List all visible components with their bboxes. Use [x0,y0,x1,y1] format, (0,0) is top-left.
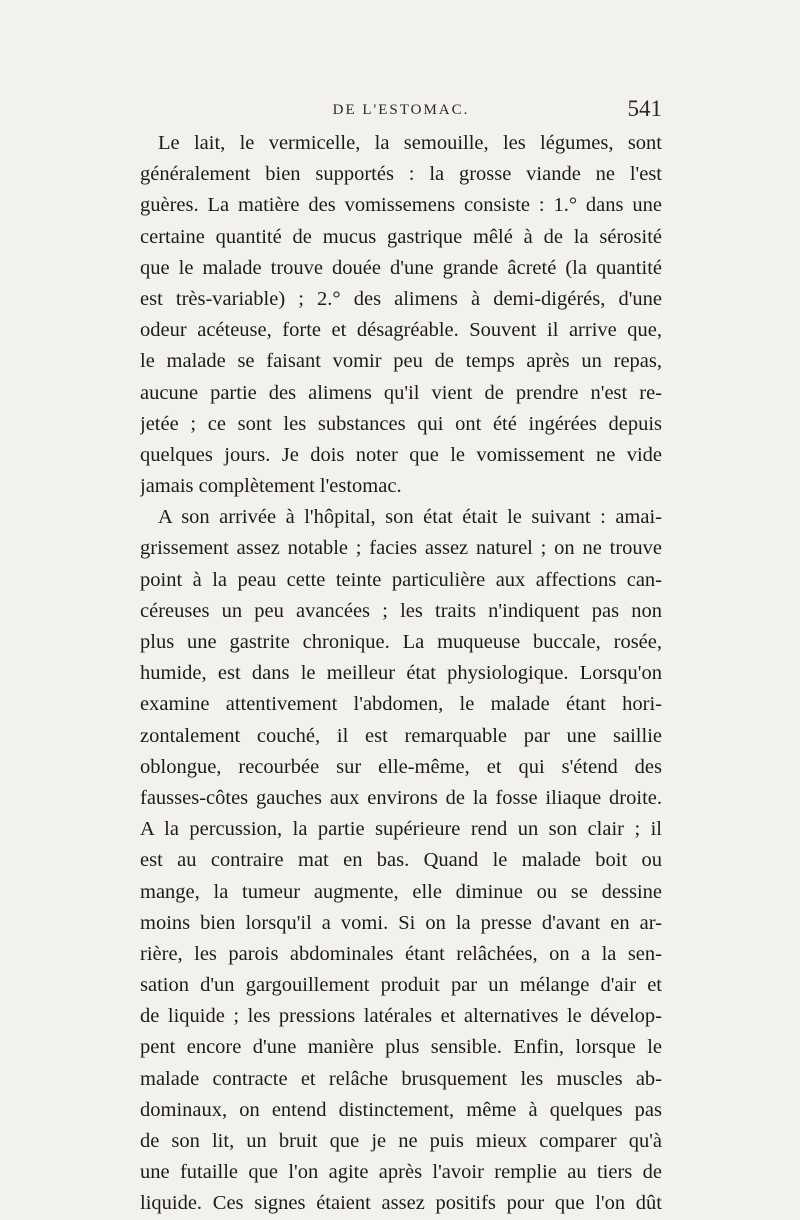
body-text [140,128,662,1220]
text-line: oblongue, recourbée sur elle-même, et qui s'étend des [140,755,662,778]
page-header [140,94,662,124]
text-line: point à la peau cette teinte particulière aux affections can- [140,568,662,591]
text-line: moins bien lorsqu'il a vomi. Si on la presse d'avant en ar- [140,911,662,934]
text-line: zontalement couché, il est remarquable par une saillie [140,724,662,747]
text-line: dominaux, on entend distinctement, même à quelques pas [140,1098,662,1121]
text-line: A son arrivée à l'hôpital, son état était le suivant : amai- [158,506,662,529]
text-line: malade contracte et relâche brusquement les muscles ab- [140,1067,662,1090]
text-line: sation d'un gargouillement produit par un mélange d'air et [140,974,662,997]
text-line: examine attentivement l'abdomen, le malade étant hori- [140,693,662,716]
text-line: liquide. Ces signes étaient assez positifs pour que l'on dût [140,1192,662,1215]
page-number: 541 [627,96,662,121]
text-line: jamais complètement l'estomac. [140,475,402,498]
text-line: pent encore d'une manière plus sensible. Enfin, lorsque le [140,1036,662,1059]
text-line: jetée ; ce sont les substances qui ont été ingérées depuis [140,412,662,435]
running-head: DE L'ESTOMAC. [332,102,470,118]
text-line: de son lit, un bruit que je ne puis mieux comparer qu'à [140,1130,662,1152]
text-line: quelques jours. Je dois noter que le vomissement ne vide [140,443,662,466]
text-line: certaine quantité de mucus gastrique mêlé à de la sérosité [140,225,662,248]
text-line: généralement bien supportés : la grosse viande ne l'est [140,163,662,186]
text-line: guères. La matière des vomissemens consiste : 1.° dans une [140,194,662,217]
text-line: aucune partie des alimens qu'il vient de prendre n'est re- [140,381,662,404]
text-line: céreuses un peu avancées ; les traits n'indiquent pas non [140,599,662,622]
text-line: le malade se faisant vomir peu de temps après un repas, [140,350,662,373]
text-line: A la percussion, la partie supérieure rend un son clair ; il [140,818,662,841]
text-line: que le malade trouve douée d'une grande âcreté (la quantité [140,256,662,279]
text-line: humide, est dans le meilleur état physiologique. Lorsqu'on [140,662,662,685]
text-line: est très-variable) ; 2.° des alimens à demi-digérés, d'une [140,287,662,310]
text-line: plus une gastrite chronique. La muqueuse buccale, rosée, [140,631,662,653]
text-line: grissement assez notable ; facies assez naturel ; on ne trouve [140,537,662,560]
text-line: mange, la tumeur augmente, elle diminue ou se dessine [140,880,662,903]
text-line: une futaille que l'on agite après l'avoir remplie au tiers de [140,1161,662,1184]
text-line: est au contraire mat en bas. Quand le malade boit ou [140,849,662,872]
text-line: rière, les parois abdominales étant relâchées, on a la sen- [140,942,662,965]
text-line: de liquide ; les pressions latérales et alternatives le dévelop- [140,1005,662,1028]
text-line: fausses-côtes gauches aux environs de la fosse iliaque droite. [140,786,662,809]
text-line: Le lait, le vermicelle, la semouille, les légumes, sont [158,132,662,154]
text-line: odeur acéteuse, forte et désagréable. Souvent il arrive que, [140,319,662,342]
